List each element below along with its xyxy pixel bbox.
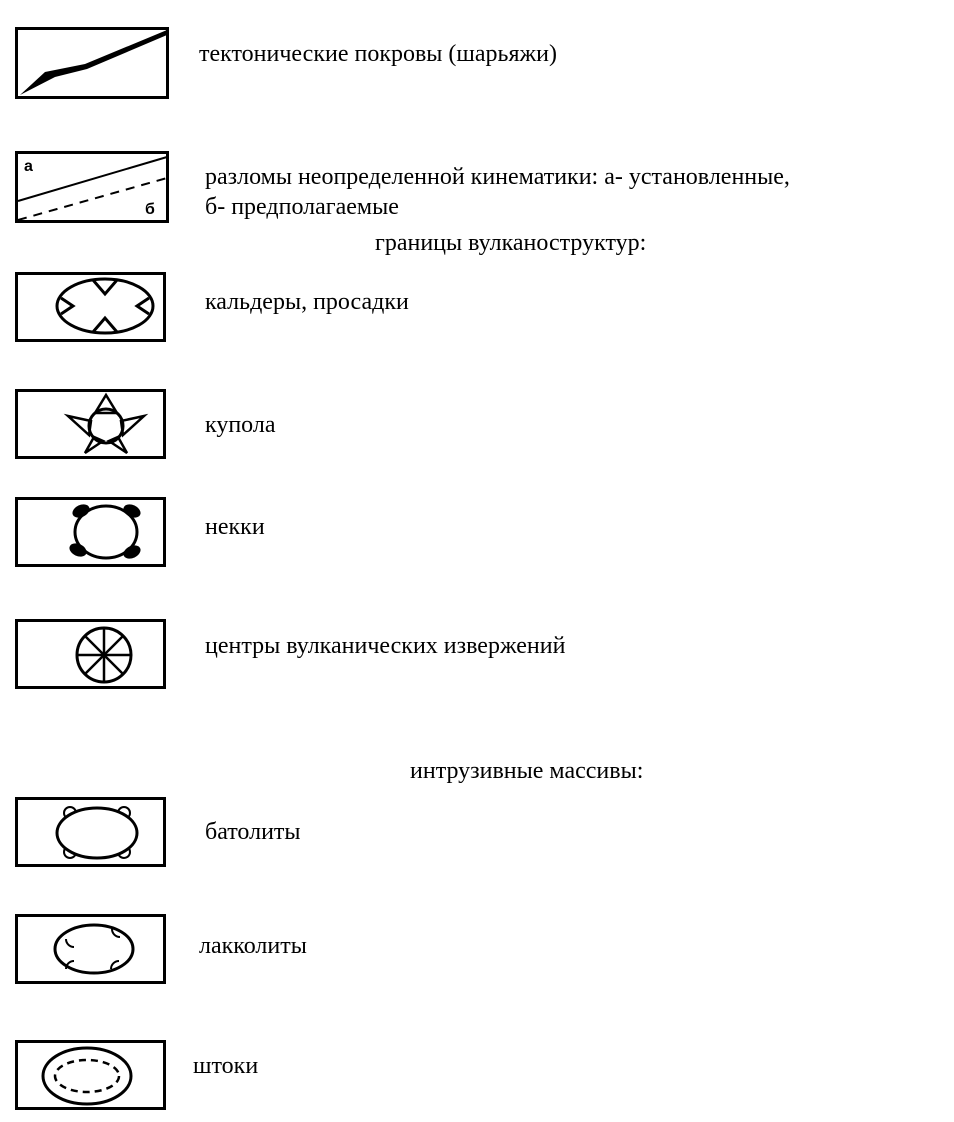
volcanostructures-header: границы вулканоструктур: — [375, 230, 647, 256]
dome-label: купола — [205, 412, 276, 438]
eruption-center-symbol — [15, 619, 166, 689]
fault-label: разломы неопределенной кинематики: а- установленные, б- предполагаемые — [205, 164, 790, 220]
fault-sub-a: а — [24, 158, 33, 175]
neck-symbol — [15, 497, 166, 567]
laccolith-symbol — [15, 914, 166, 984]
laccolith-label: лакколиты — [199, 933, 307, 959]
batholith-label: батолиты — [205, 819, 301, 845]
fault-sub-b: б — [145, 201, 155, 218]
intrusive-header: интрузивные массивы: — [410, 758, 644, 784]
neck-label: некки — [205, 514, 265, 540]
thrust-sheet-label: тектонические покровы (шарьяжи) — [199, 41, 557, 67]
batholith-symbol — [15, 797, 166, 867]
caldera-label: кальдеры, просадки — [205, 289, 409, 315]
stock-label: штоки — [193, 1053, 259, 1079]
stock-symbol — [15, 1040, 166, 1110]
thrust-sheet-symbol — [15, 27, 169, 99]
dome-symbol — [15, 389, 166, 459]
caldera-symbol — [15, 272, 166, 342]
fault-symbol — [15, 151, 169, 223]
eruption-center-label: центры вулканических извержений — [205, 633, 566, 659]
